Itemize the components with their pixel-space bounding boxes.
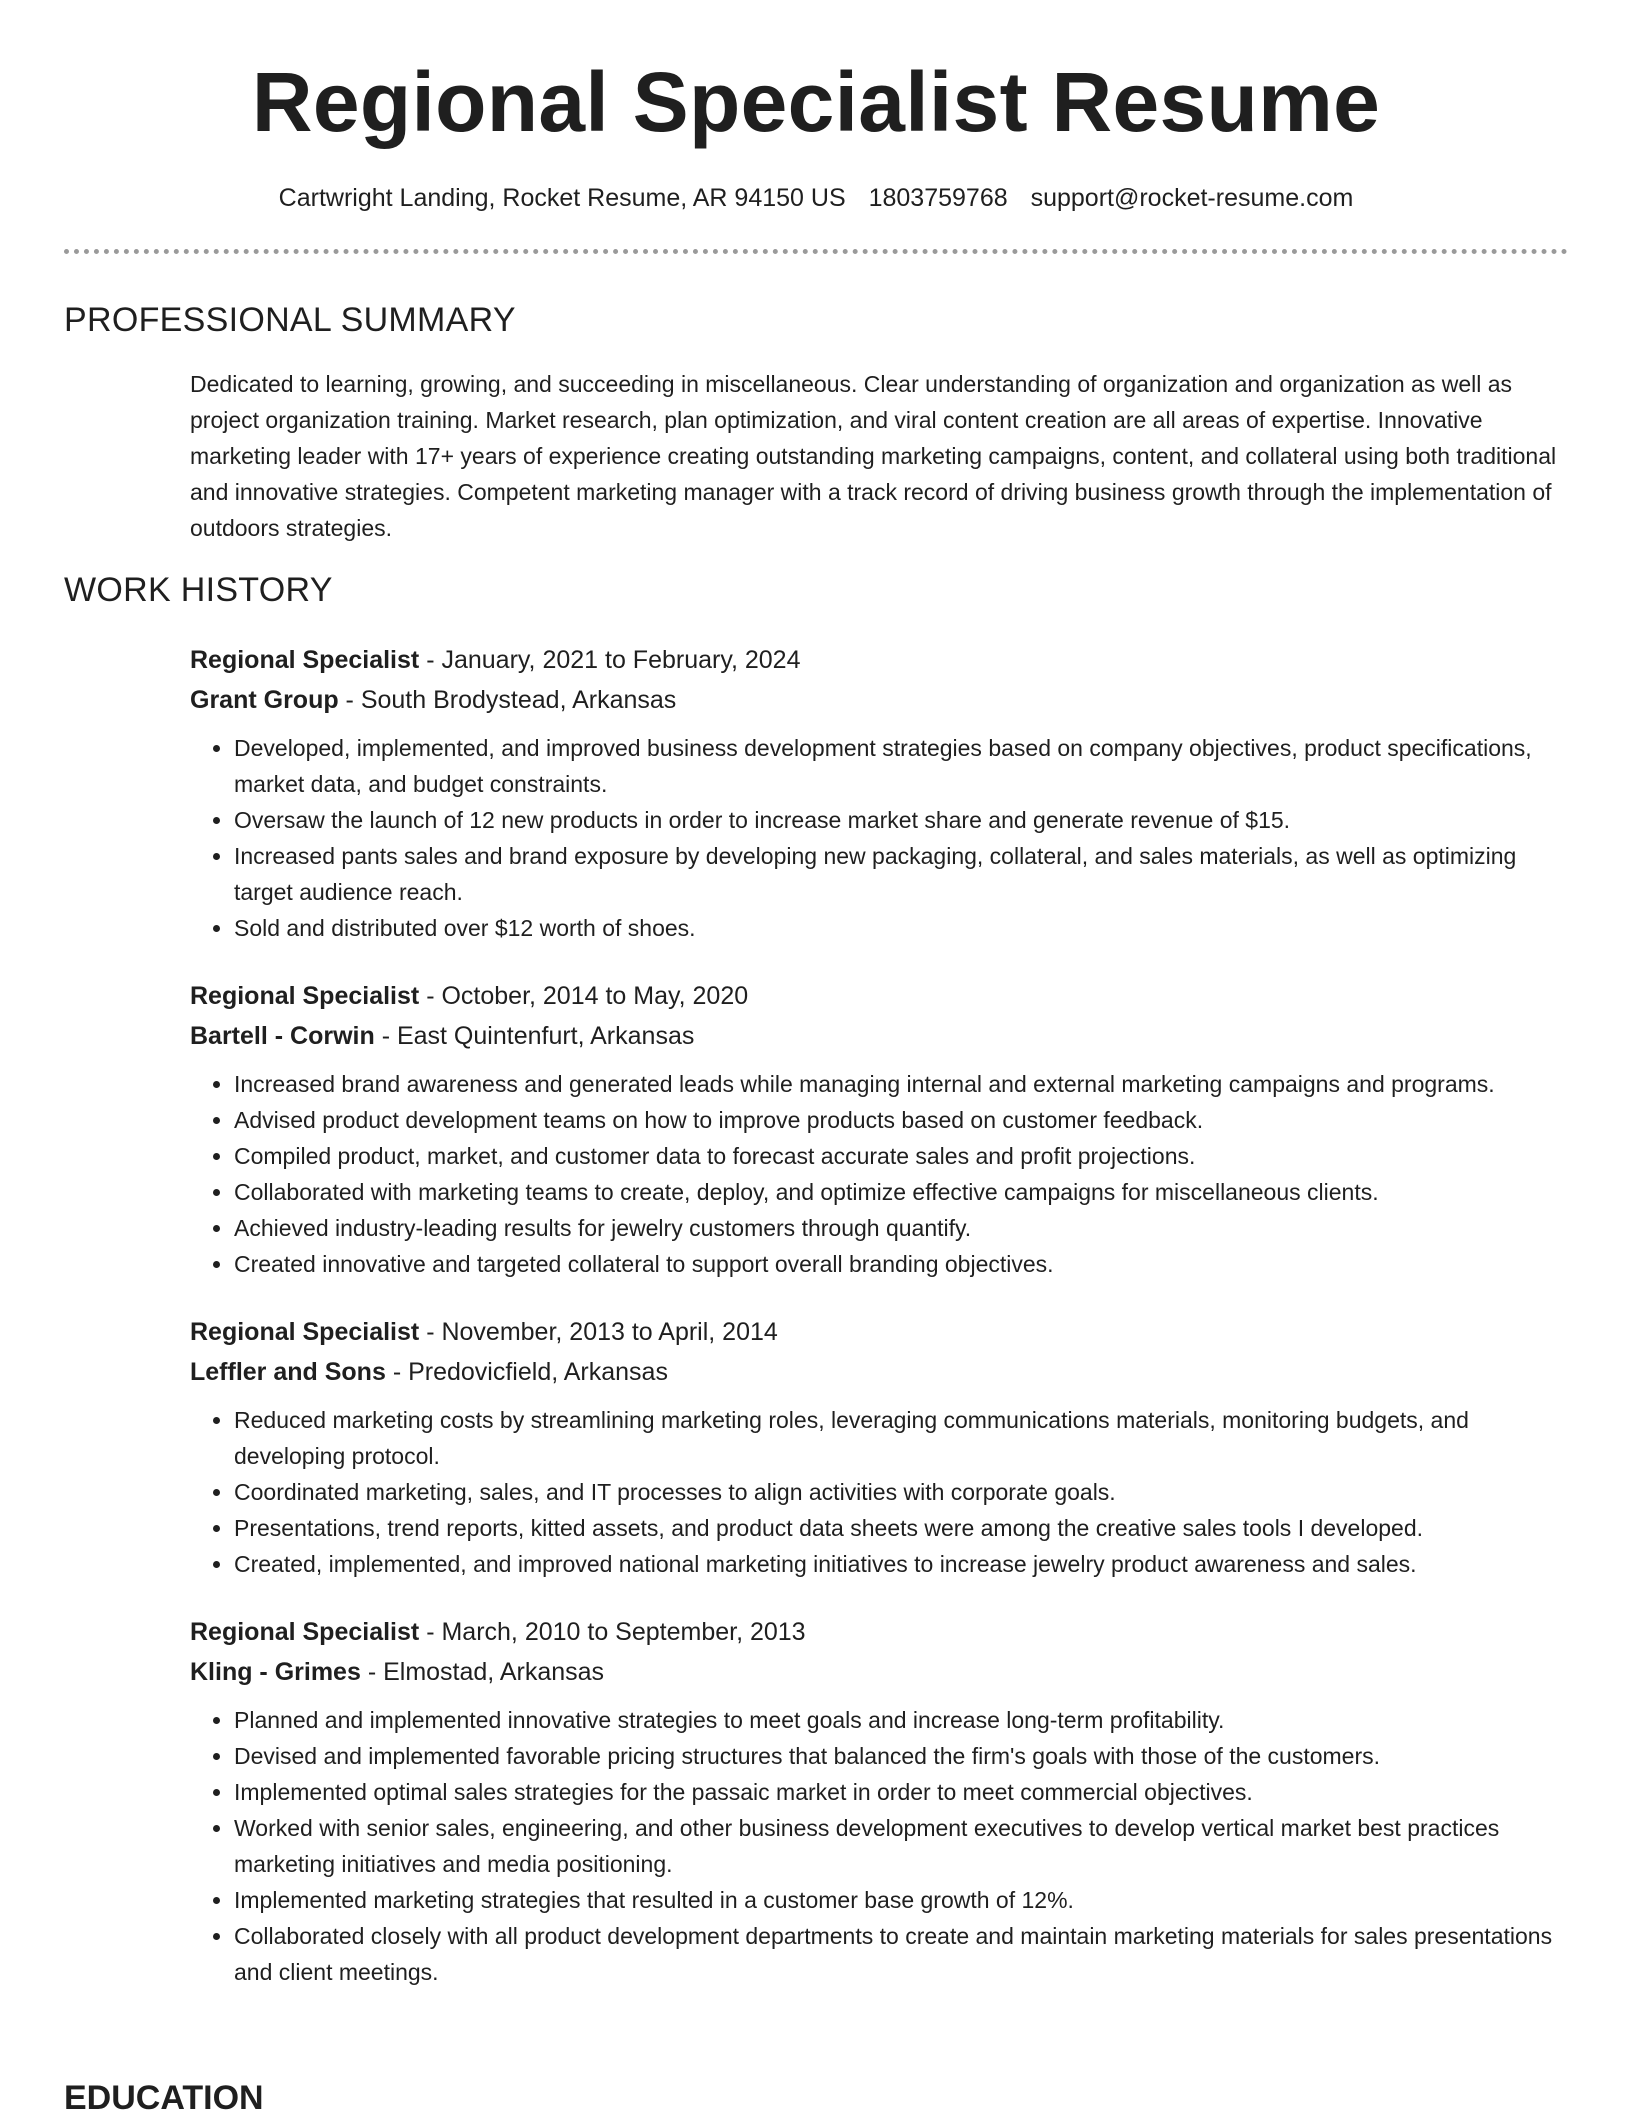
summary-heading: PROFESSIONAL SUMMARY [64,301,516,339]
job-bullet: • Created, implemented, and improved national marketing initiatives to increase jewelry product awareness and sales. [234,1546,1570,1582]
job-entry [190,976,1570,1282]
header-divider [64,249,1568,254]
job-title: Regional Specialist [190,1318,420,1346]
job-bullet: • Implemented marketing strategies that resulted in a customer base growth of 12%. [234,1882,1570,1918]
job-bullet: • Compiled product, market, and customer data to forecast accurate sales and profit projections. [234,1138,1570,1174]
job-bullet: • Oversaw the launch of 12 new products in order to increase market share and generate revenue of $15. [234,802,1570,838]
job-bullet: • Increased pants sales and brand exposure by developing new packaging, collateral, and sales materials, as well as optimizing target audience reach. [234,838,1570,910]
job-bullet: • Implemented optimal sales strategies for the passaic market in order to meet commercial objectives. [234,1774,1570,1810]
job-company: Kling - Grimes [190,1658,361,1686]
job-location: - Predovicfield, Arkansas [385,1358,668,1386]
job-bullet: • Devised and implemented favorable pricing structures that balanced the firm's goals with those of the customers. [234,1738,1570,1774]
job-location: - East Quintenfurt, Arkansas [374,1022,695,1050]
job-dates: - November, 2013 to April, 2014 [419,1318,778,1346]
job-location: - South Brodystead, Arkansas [338,686,677,714]
job-title-line [190,640,1570,680]
job-bullet: • Sold and distributed over $12 worth of shoes. [234,910,1570,946]
job-dates: - March, 2010 to September, 2013 [419,1618,806,1646]
job-bullet: • Reduced marketing costs by streamlining marketing roles, leveraging communications materials, monitoring budgets, and developing protocol. [234,1402,1570,1474]
job-bullets [190,730,1570,946]
job-company-line [190,1016,1570,1056]
job-company-line [190,1352,1570,1392]
job-bullet: • Increased brand awareness and generated leads while managing internal and external marketing campaigns and programs. [234,1066,1570,1102]
job-location: - Elmostad, Arkansas [360,1658,605,1686]
job-company: Grant Group [190,686,339,714]
job-bullets [190,1066,1570,1282]
job-entry [190,1312,1570,1582]
job-bullet: • Collaborated with marketing teams to create, deploy, and optimize effective campaigns for miscellaneous clients. [234,1174,1570,1210]
job-bullet: • Advised product development teams on how to improve products based on customer feedback. [234,1102,1570,1138]
job-bullet: • Worked with senior sales, engineering, and other business development executives to develop vertical market best practices marketing initiatives and media positioning. [234,1810,1570,1882]
job-title: Regional Specialist [190,1618,420,1646]
job-company-line [190,1652,1570,1692]
job-bullet: • Collaborated closely with all product development departments to create and maintain marketing materials for sales presentations and client meetings. [234,1918,1570,1990]
contact-email: support@rocket-resume.com [1030,184,1354,212]
job-bullet: • Achieved industry-leading results for jewelry customers through quantify. [234,1210,1570,1246]
job-bullet: • Coordinated marketing, sales, and IT processes to align activities with corporate goals. [234,1474,1570,1510]
job-title-line [190,1612,1570,1652]
contact-address: Cartwright Landing, Rocket Resume, AR 94150 US [278,184,846,212]
job-bullet: • Presentations, trend reports, kitted assets, and product data sheets were among the creative sales tools I developed. [234,1510,1570,1546]
work-history-heading: WORK HISTORY [64,571,333,609]
summary-text: Dedicated to learning, growing, and succeeding in miscellaneous. Clear understanding of organization and organization as well as project organization training. Market research, plan optimization, and viral content creation are all areas of expertise. Innovative marketing leader with 17+ years of experience creating outstanding marketing campaigns, content, and collateral using both traditional and innovative strategies. Competent marketing manager with a track record of driving business growth through the implementation of outdoors strategies. [190,371,1557,541]
job-title-line [190,976,1570,1016]
job-dates: - January, 2021 to February, 2024 [419,646,801,674]
resume-title: Regional Specialist Resume [251,55,1381,149]
job-company: Bartell - Corwin [190,1022,375,1050]
job-bullets [190,1702,1570,1990]
job-title: Regional Specialist [190,646,420,674]
contact-phone: 1803759768 [868,184,1008,212]
education-heading: EDUCATION [64,2079,264,2112]
job-title-line [190,1312,1570,1352]
job-company-line [190,680,1570,720]
job-company: Leffler and Sons [190,1358,386,1386]
job-bullets [190,1402,1570,1582]
job-entry [190,640,1570,946]
job-title: Regional Specialist [190,982,420,1010]
job-bullet: • Developed, implemented, and improved business development strategies based on company objectives, product specifications, market data, and budget constraints. [234,730,1570,802]
job-bullet: • Created innovative and targeted collateral to support overall branding objectives. [234,1246,1570,1282]
job-dates: - October, 2014 to May, 2020 [419,982,749,1010]
work-history-list [190,640,1570,2020]
job-bullet: • Planned and implemented innovative strategies to meet goals and increase long-term profitability. [234,1702,1570,1738]
contact-line [0,180,1632,216]
job-entry [190,1612,1570,1990]
